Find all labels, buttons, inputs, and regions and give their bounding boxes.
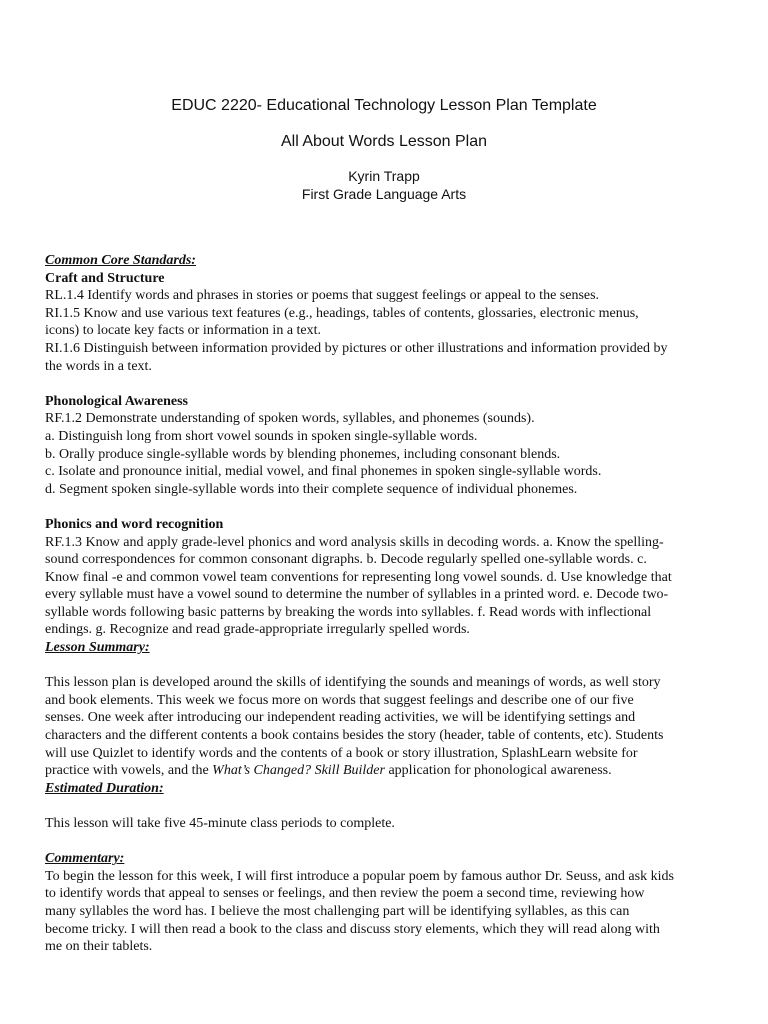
document-title: EDUC 2220- Educational Technology Lesson Plan Template xyxy=(171,97,597,114)
text-line: b. Orally produce single-syllable words by blending phonemes, including consonant blends. xyxy=(45,446,561,462)
text-line: will use Quizlet to identify words and the contents of a book or story illustration, SplashLearn website for xyxy=(45,745,638,761)
phonics-heading: Phonics and word recognition xyxy=(45,516,224,532)
text-line: a. Distinguish long from short vowel sounds in spoken single-syllable words. xyxy=(45,428,478,444)
text-line: RI.1.6 Distinguish between information provided by pictures or other illustrations and information provided by xyxy=(45,340,668,356)
spacer xyxy=(45,833,721,851)
spacer xyxy=(45,498,721,516)
text-line: RL.1.4 Identify words and phrases in stories or poems that suggest feelings or appeal to the senses. xyxy=(45,288,600,304)
text-line: c. Isolate and pronounce initial, medial vowel, and final phonemes in spoken single-syllable words. xyxy=(45,464,602,480)
text-line xyxy=(45,762,721,780)
spacer xyxy=(45,375,721,393)
spacer xyxy=(45,797,721,815)
text-line: become tricky. I will then read a book to the class and discuss story elements, which they will read along with xyxy=(45,921,660,937)
text-segment: practice with vowels, and the xyxy=(45,763,213,779)
text-line: syllable words following basic patterns by breaking the words into syllables. f. Read words with inflectional xyxy=(45,604,652,620)
course-name: First Grade Language Arts xyxy=(301,186,467,202)
document-body xyxy=(45,252,721,956)
estimated-duration-heading: Estimated Duration: xyxy=(45,780,164,796)
text-line: RF.1.2 Demonstrate understanding of spoken words, syllables, and phonemes (sounds). xyxy=(45,411,535,427)
text-line: RI.1.5 Know and use various text features (e.g., headings, tables of contents, glossaries, electronic menus, xyxy=(45,305,639,321)
craft-structure-heading: Craft and Structure xyxy=(45,270,165,286)
phonological-heading: Phonological Awareness xyxy=(45,393,188,409)
text-line: sound correspondences for common consonant digraphs. b. Decode regularly spelled one-syllable words. c. xyxy=(45,552,647,568)
text-line: and book elements. This week we focus more on words that suggest feelings and describe one of our five xyxy=(45,692,634,708)
text-line: icons) to locate key facts or information in a text. xyxy=(45,323,322,339)
text-line: many syllables the word has. I believe the most challenging part will be identifying syllables, as this can xyxy=(45,903,630,919)
text-line: characters and the different contents a book contains besides the story (header, table of contents, etc). Students xyxy=(45,728,664,744)
text-line: RF.1.3 Know and apply grade-level phonics and word analysis skills in decoding words. a. Know the spelling- xyxy=(45,534,664,550)
author-name: Kyrin Trapp xyxy=(348,168,420,184)
text-line: To begin the lesson for this week, I will first introduce a popular poem by famous author Dr. Seuss, and ask kids xyxy=(45,868,674,884)
app-name: What’s Changed? Skill Builder xyxy=(212,763,385,779)
standards-heading: Common Core Standards: xyxy=(45,253,196,268)
text-line: every syllable must have a vowel sound to determine the number of syllables in a printed word. e. Decode two- xyxy=(45,587,669,603)
text-line: This lesson plan is developed around the skills of identifying the sounds and meanings of words, as well story xyxy=(45,675,661,691)
text-segment: application for phonological awareness. xyxy=(384,763,612,779)
text-line: the words in a text. xyxy=(45,358,152,374)
text-line: This lesson will take five 45-minute class periods to complete. xyxy=(45,816,395,831)
text-line: d. Segment spoken single-syllable words into their complete sequence of individual phonemes. xyxy=(45,481,578,497)
text-line: to identify words that appeal to senses or feelings, and then review the poem a second time, reviewing how xyxy=(45,886,645,902)
lesson-plan-title: All About Words Lesson Plan xyxy=(280,133,488,150)
lesson-summary-heading: Lesson Summary: xyxy=(45,640,150,656)
text-line: endings. g. Recognize and read grade-appropriate irregularly spelled words. xyxy=(45,622,470,638)
text-line: senses. One week after introducing our independent reading activities, we will be identifying settings and xyxy=(45,710,636,726)
commentary-heading: Commentary: xyxy=(45,851,125,867)
text-line: me on their tablets. xyxy=(45,939,153,955)
spacer xyxy=(45,657,721,675)
text-line: Know final -e and common vowel team conventions for representing long vowel sounds. d. Use knowledge that xyxy=(45,569,672,585)
